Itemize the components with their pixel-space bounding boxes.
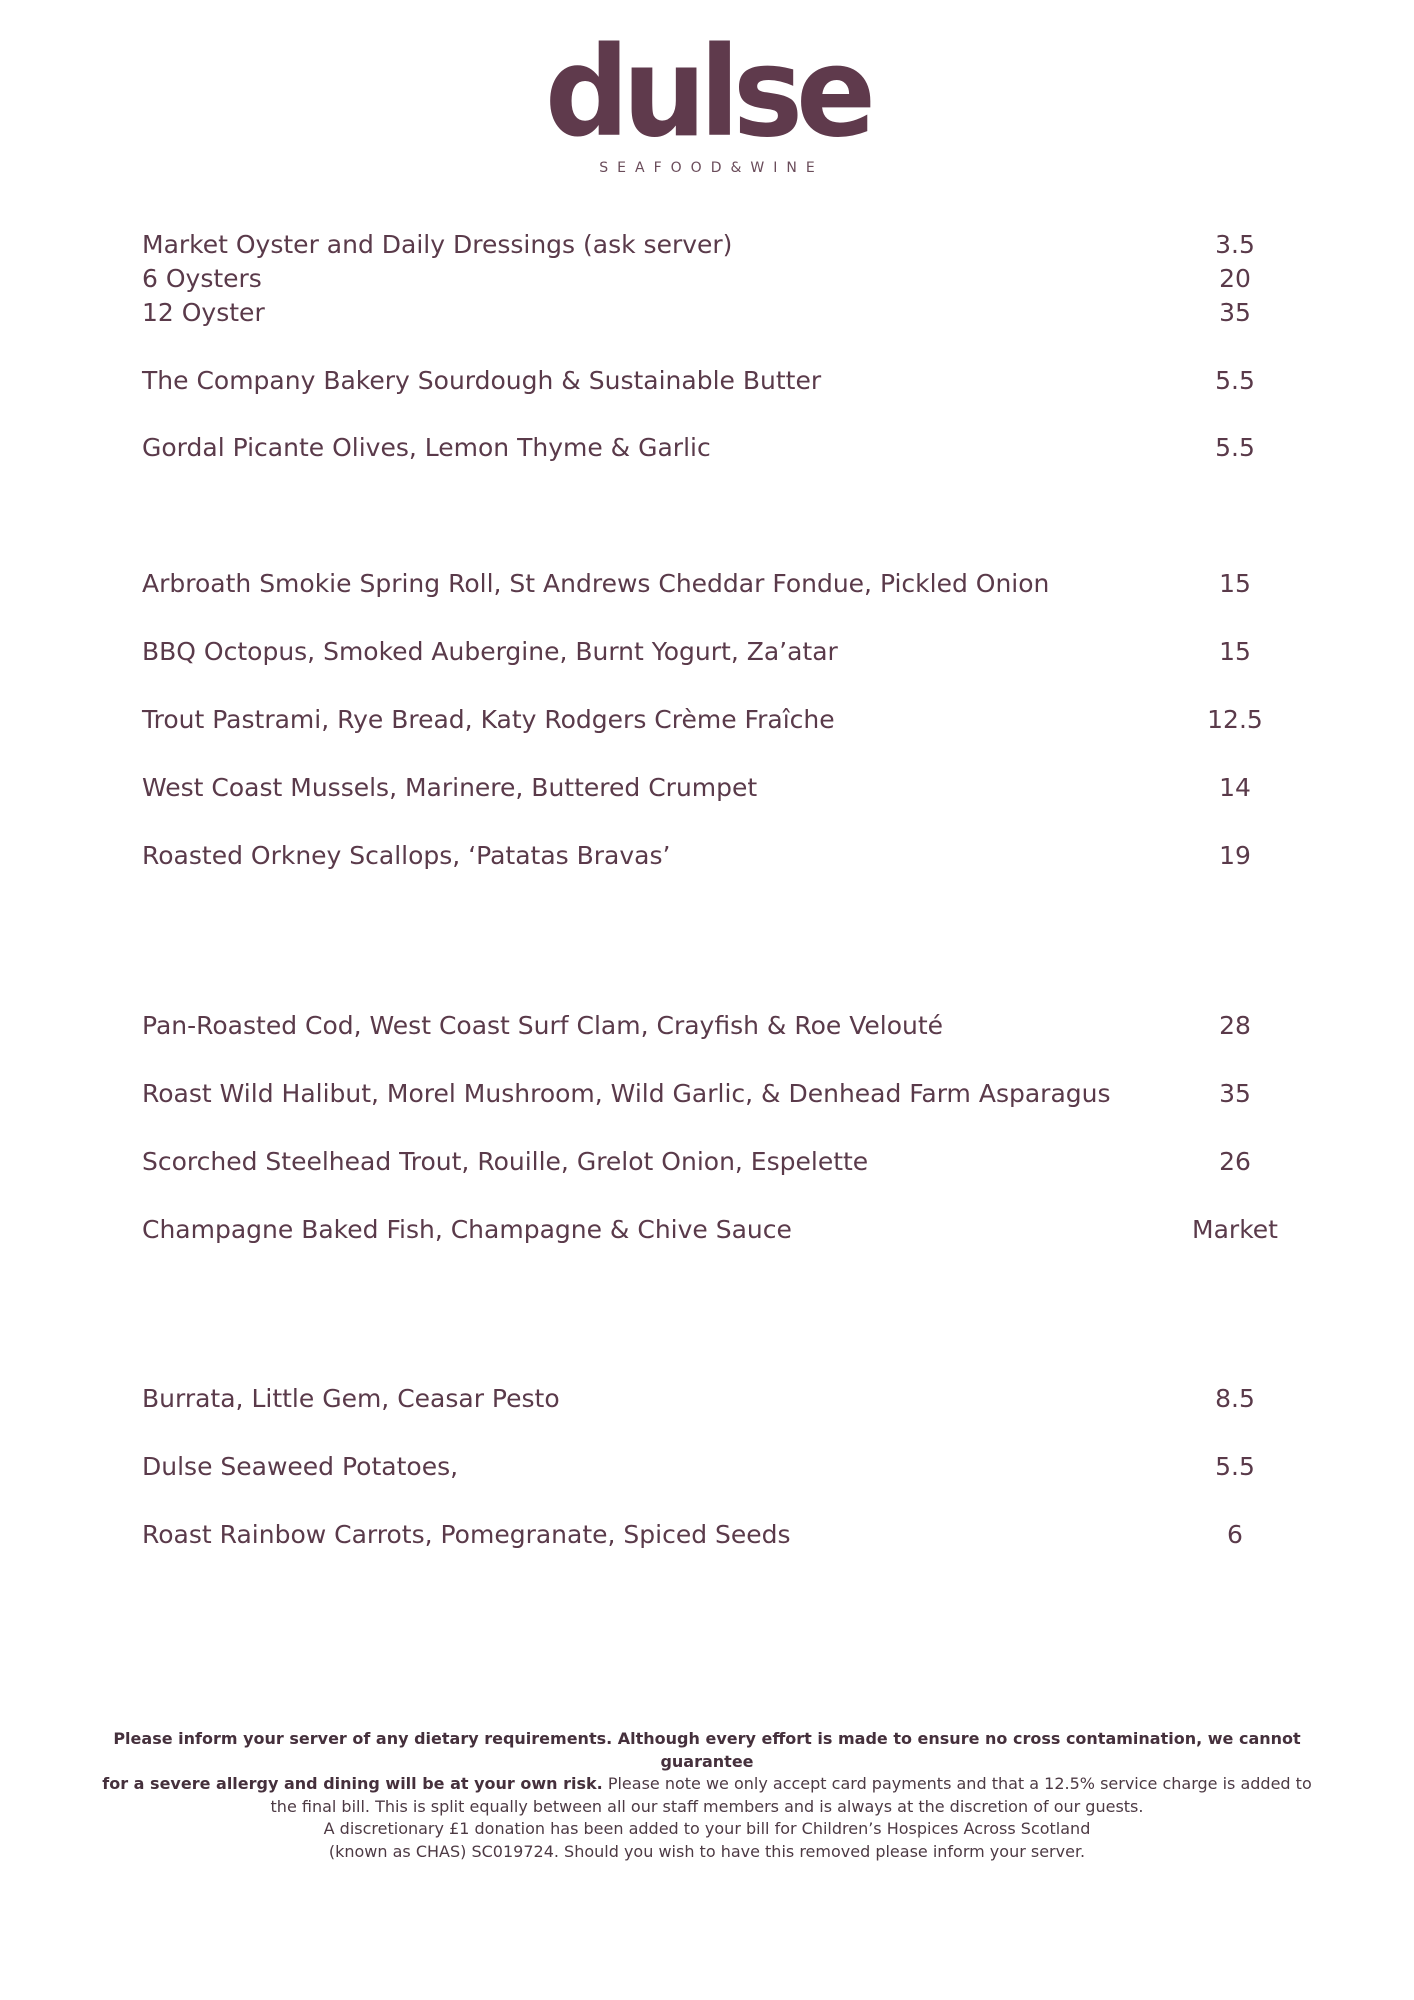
menu-item-price: 14 — [1219, 773, 1251, 802]
notice-line-3: the final bill. This is split equally between all our staff members and is always at the discretion of our guests. — [270, 1796, 1144, 1816]
menu-item-name: Champagne Baked Fish, Champagne & Chive Sauce — [142, 1215, 792, 1244]
menu-item-price: 26 — [1219, 1147, 1251, 1176]
menu-item-name: 6 Oysters — [142, 264, 262, 293]
menu-item-name: Arbroath Smokie Spring Roll, St Andrews Cheddar Fondue, Pickled Onion — [142, 569, 1050, 598]
menu-item-price: 15 — [1219, 637, 1251, 666]
notice-line-2 — [100, 1773, 1314, 1796]
notice-line-5: (known as CHAS) SC019724. Should you wish to have this removed please inform your server. — [328, 1841, 1086, 1861]
menu-item-price: 28 — [1219, 1011, 1251, 1040]
menu-item-price: 20 — [1219, 264, 1251, 293]
menu-item-price: 6 — [1227, 1520, 1243, 1549]
notice-bold-1: Please inform your server of any dietary requirements. Although every effort is made to ensure no cross contamination, we cannot guarantee — [113, 1729, 1301, 1771]
menu-item-name: Roasted Orkney Scallops, ‘Patatas Bravas’ — [142, 841, 671, 870]
menu-item-name: Roast Wild Halibut, Morel Mushroom, Wild Garlic, & Denhead Farm Asparagus — [142, 1079, 1111, 1108]
menu-item-price: 5.5 — [1215, 366, 1255, 395]
menu-item-name: Burrata, Little Gem, Ceasar Pesto — [142, 1384, 560, 1413]
notice-line-4: A discretionary £1 donation has been added to your bill for Children’s Hospices Across Scotland — [323, 1819, 1091, 1838]
menu-item-price: 5.5 — [1215, 1452, 1255, 1481]
menu-item-name: 12 Oyster — [142, 298, 265, 327]
menu-item-price: 19 — [1219, 841, 1251, 870]
notice-text-2: Please note we only accept card payments and that a 12.5% service charge is added to — [602, 1774, 1312, 1793]
menu-item-name: Roast Rainbow Carrots, Pomegranate, Spiced Seeds — [142, 1520, 791, 1549]
menu-item-name: Market Oyster and Daily Dressings (ask server) — [142, 230, 733, 259]
menu-item-price: 15 — [1219, 569, 1251, 598]
menu-item-name: Pan-Roasted Cod, West Coast Surf Clam, Crayfish & Roe Velouté — [142, 1011, 944, 1040]
allergy-notice — [100, 1728, 1314, 1863]
menu-item-price: 35 — [1219, 1079, 1251, 1108]
notice-line-1 — [100, 1728, 1314, 1773]
menu-item-name: The Company Bakery Sourdough & Sustainable Butter — [142, 366, 822, 395]
brand-logo — [0, 19, 1414, 176]
menu-item-name: BBQ Octopus, Smoked Aubergine, Burnt Yogurt, Za’atar — [142, 637, 838, 666]
menu-item-price: 12.5 — [1207, 705, 1263, 734]
menu-item-price: 3.5 — [1215, 230, 1255, 259]
menu-item-price: 8.5 — [1215, 1384, 1255, 1413]
menu-item-price: 35 — [1219, 298, 1251, 327]
menu-item-name: West Coast Mussels, Marinere, Buttered Crumpet — [142, 773, 758, 802]
menu-item-price: 5.5 — [1215, 433, 1255, 462]
notice-bold-2: for a severe allergy and dining will be at your own risk. — [102, 1774, 603, 1793]
menu-item-price: Market — [1192, 1215, 1278, 1244]
menu-item-name: Gordal Picante Olives, Lemon Thyme & Garlic — [142, 433, 711, 462]
brand-name: dulse — [544, 19, 870, 165]
menu-item-name: Dulse Seaweed Potatoes, — [142, 1452, 459, 1481]
menu-item-name: Trout Pastrami, Rye Bread, Katy Rodgers Crème Fraîche — [142, 705, 835, 734]
menu-item-name: Scorched Steelhead Trout, Rouille, Grelot Onion, Espelette — [142, 1147, 869, 1176]
brand-tagline: SEAFOOD&WINE — [599, 160, 824, 176]
